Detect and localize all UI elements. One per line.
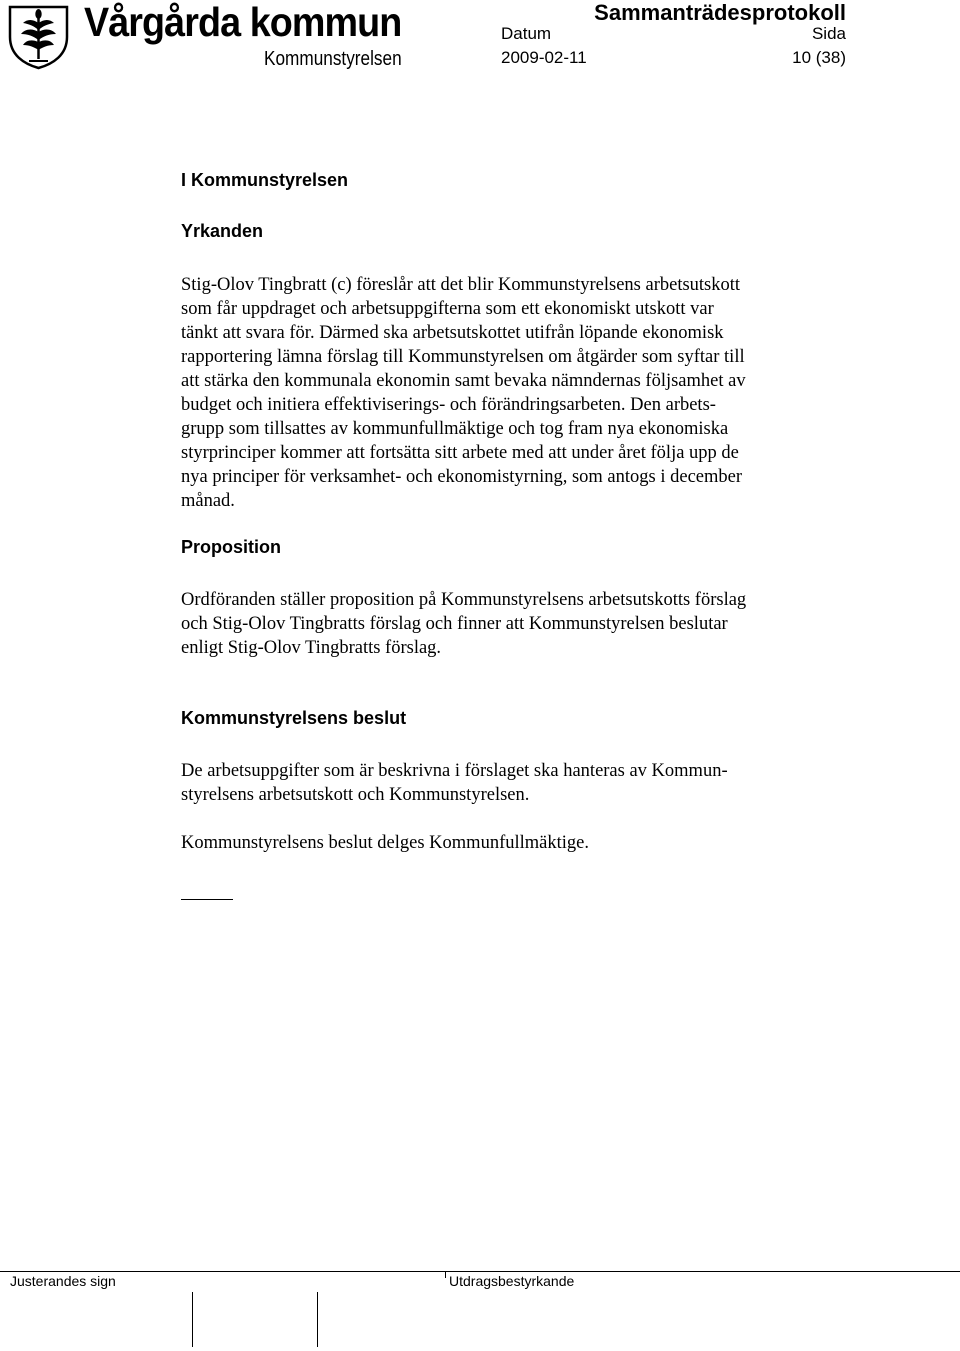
date-value: 2009-02-11 xyxy=(501,48,587,67)
decision-line: styrelsens arbetsutskott och Kommunstyrelsen. xyxy=(181,785,530,805)
demands-heading: Yrkanden xyxy=(181,221,264,241)
document-type: Sammanträdesprotokoll xyxy=(594,0,846,25)
demands-line: månad. xyxy=(181,491,235,511)
decision-heading: Kommunstyrelsens beslut xyxy=(181,708,407,728)
signature-box-divider xyxy=(317,1292,318,1347)
decision-line: De arbetsuppgifter som är beskrivna i förslaget ska hanteras av Kommun- xyxy=(181,761,728,781)
signature-box-divider xyxy=(192,1292,193,1347)
municipal-crest-icon xyxy=(5,3,72,70)
distribution-line: Kommunstyrelsens beslut delges Kommunfullmäktige. xyxy=(181,833,589,853)
footer-divider xyxy=(0,1271,960,1272)
demands-line: att stärka den kommunala ekonomin samt bevaka nämndernas följsamhet av xyxy=(181,371,746,391)
date-label: Datum xyxy=(501,24,552,43)
proposition-line: enligt Stig-Olov Tingbratts förslag. xyxy=(181,638,442,658)
municipality-name: Vårgårda kommun xyxy=(84,0,402,45)
extract-certification-label: Utdragsbestyrkande xyxy=(449,1273,575,1289)
demands-line: rapportering lämna förslag till Kommunstyrelsen om åtgärder som syftar till xyxy=(181,347,745,367)
section-heading: I Kommunstyrelsen xyxy=(181,170,349,190)
demands-line: budget och initiera effektiviserings- och förändringsarbeten. Den arbets- xyxy=(181,395,716,415)
demands-line: grupp som tillsattes av kommunfullmäktige och tog fram nya ekonomiska xyxy=(181,419,729,439)
proposition-heading: Proposition xyxy=(181,537,281,557)
signature-label: Justerandes sign xyxy=(10,1273,116,1289)
page-label: Sida xyxy=(811,24,846,43)
end-rule xyxy=(181,899,233,900)
proposition-line: Ordföranden ställer proposition på Kommunstyrelsens arbetsutskotts förslag xyxy=(181,590,747,610)
department-name: Kommunstyrelsen xyxy=(264,48,402,70)
demands-line: som får uppdraget och arbetsuppgifterna som ett ekonomiskt utskott var xyxy=(181,299,714,319)
demands-line: tänkt att svara för. Därmed ska arbetsutskottet utifrån löpande ekonomisk xyxy=(181,323,724,343)
demands-line: Stig-Olov Tingbratt (c) föreslår att det blir Kommunstyrelsens arbetsutskott xyxy=(181,275,741,295)
footer-column-divider xyxy=(445,1271,446,1278)
page-number: 10 (38) xyxy=(792,48,846,67)
demands-line: nya principer för verksamhet- och ekonomistyrning, som antogs i december xyxy=(181,467,743,487)
demands-line: styrprinciper kommer att fortsätta sitt arbete med att under året följa upp de xyxy=(181,443,739,463)
proposition-line: och Stig-Olov Tingbratts förslag och finner att Kommunstyrelsen beslutar xyxy=(181,614,728,634)
